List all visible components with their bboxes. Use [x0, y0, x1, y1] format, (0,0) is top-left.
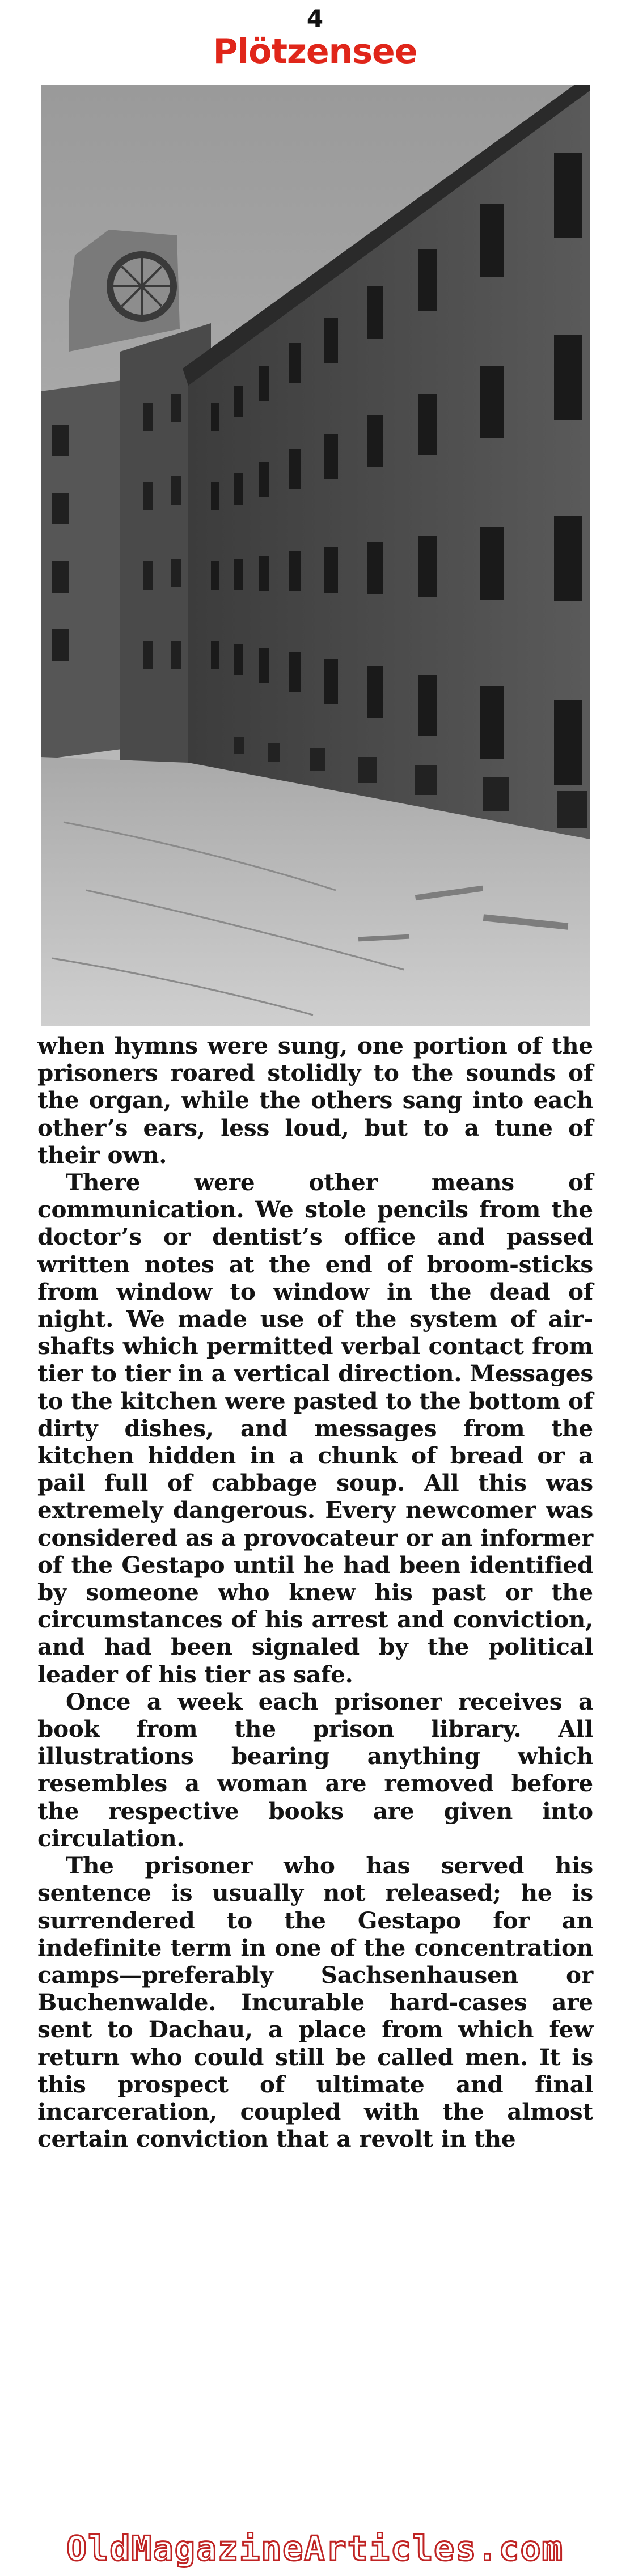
prison-building-photo	[41, 85, 590, 1026]
page-title: Plötzensee	[213, 32, 417, 71]
article-paragraph: when hymns were sung, one portion of the prisoners roared stolidly to the sounds of the organ, while the others sang into each other’s ears, less loud, but to a tune of their own.	[37, 1032, 593, 1169]
article-paragraph: Once a week each prisoner receives a book from the prison library. All illustrations bearing anything which resembles a woman are removed before the respective books are given into circulation.	[37, 1687, 593, 1852]
page-number: 4	[306, 5, 324, 32]
article-paragraph: There were other means of communication. We stole pencils from the doctor’s or dentist’s office and passed written notes at the end of broom-sticks from window to window in the dead of night. We made use of the system of air-shafts which permitted verbal contact from tier to tier in a vertical direction. Messages to the kitchen were pasted to the bottom of dirty dishes, and messages from the kitchen hidden in a chunk of bread or a pail full of cabbage soup. All this was extremely dangerous. Every newcomer was considered as a provocateur or an informer of the Gestapo until he had been identified by someone who knew his past or the circumstances of his arrest and conviction, and had been signaled by the political leader of his tier as safe.	[37, 1169, 593, 1688]
site-watermark: OldMagazineArticles.com	[66, 2529, 564, 2569]
article-paragraph: The prisoner who has served his sentence is usually not released; he is surrendered to the Gestapo for an indefinite term in one of the concentration camps—preferably Sachsenhausen or Buchenwalde. Incurable hard-cases are sent to Dachau, a place from which few return who could still be called men. It is this prospect of ultimate and final incarceration, coupled with the almost certain conviction that a revolt in the	[37, 1852, 593, 2153]
article-body	[37, 1032, 593, 2152]
